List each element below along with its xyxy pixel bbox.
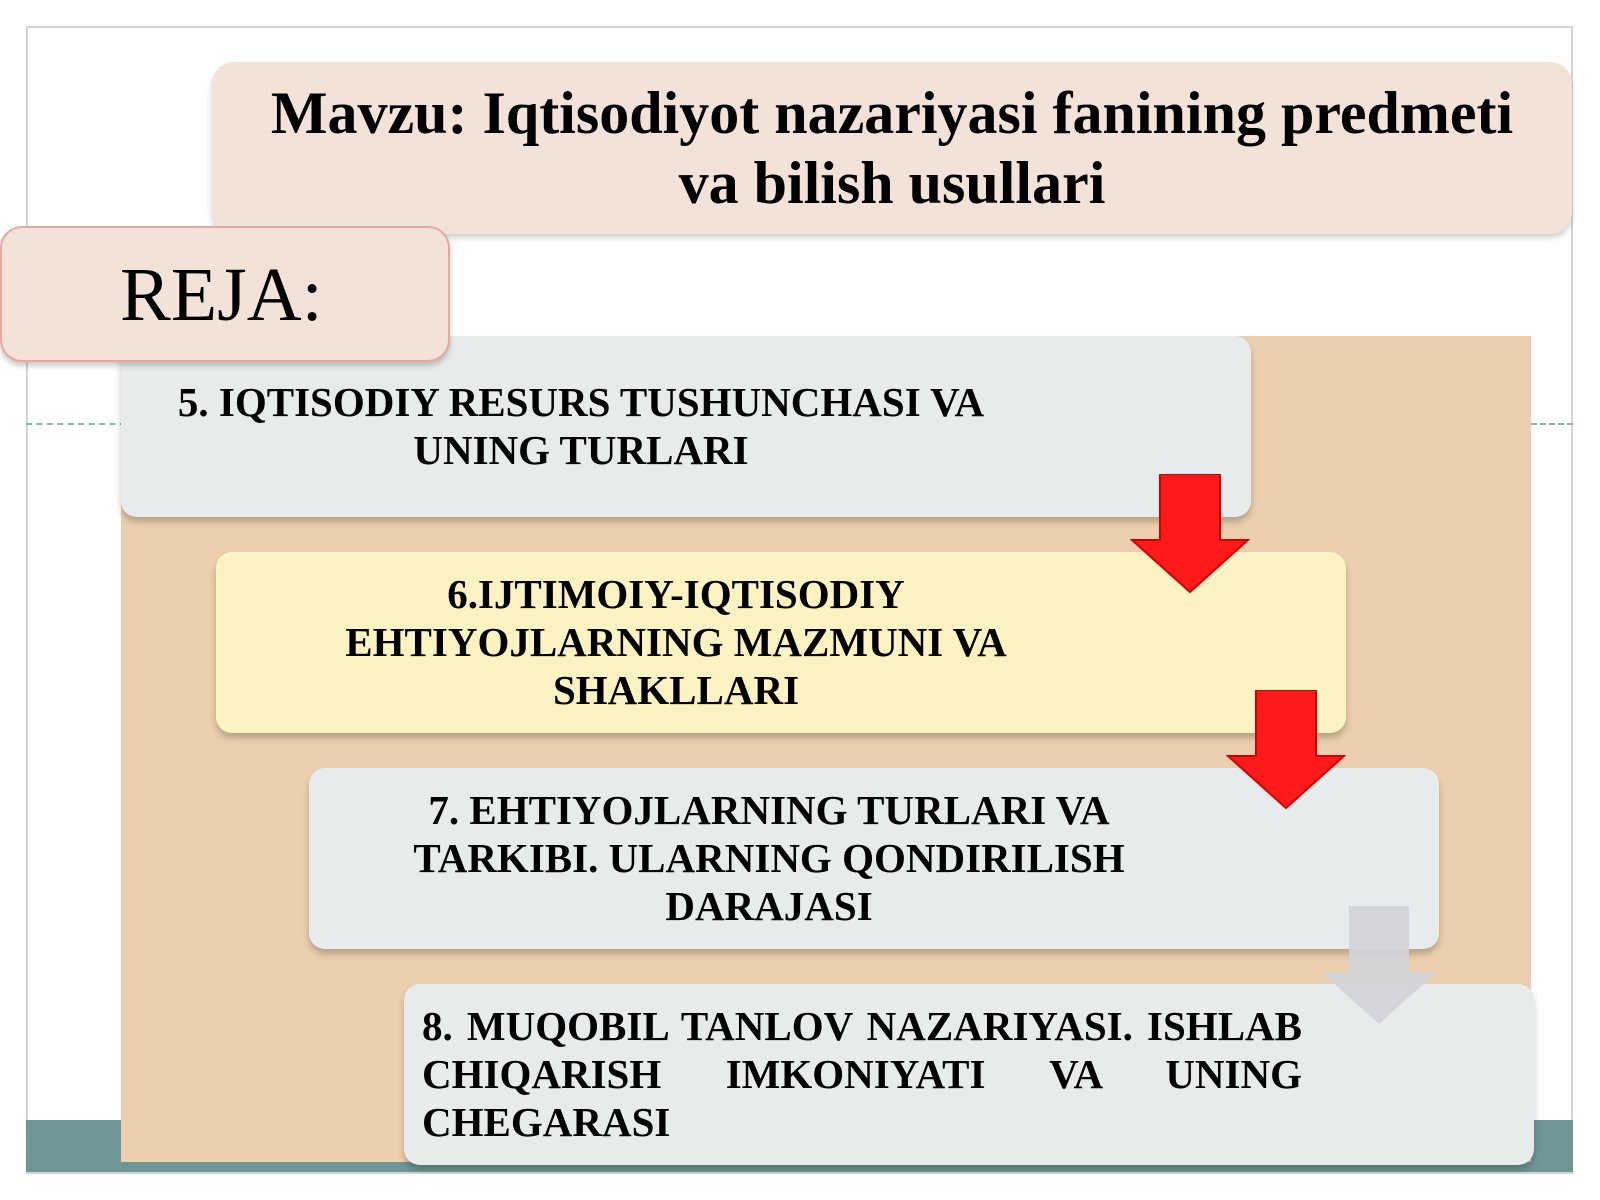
title-box (212, 62, 1572, 234)
arrow-down-icon (1319, 906, 1439, 1026)
plan-item-7-text: 7. EHTIYOJLARNING TURLARI VA TARKIBI. ULARNING QONDIRILISH DARAJASI (413, 787, 1125, 929)
plan-item-5[interactable] (121, 336, 1251, 517)
dashed-rule-left (26, 423, 126, 425)
plan-item-8-text: 8. MUQOBIL TANLOV NAZARIYASI. ISHLAB CHIQARISH IMKONIYATI VA UNING CHEGARASI (422, 1003, 1302, 1145)
slide-title: Mavzu: Iqtisodiyot nazariyasi fanining predmeti va bilish usullari (270, 80, 1514, 216)
arrow-down-icon (1226, 690, 1346, 810)
plan-item-5-text: 5. IQTISODIY RESURS TUSHUNCHASI VA UNING TURLARI (177, 379, 985, 473)
reja-box (0, 226, 450, 362)
reja-label: REJA: (120, 253, 323, 337)
dashed-rule-right (1531, 423, 1573, 425)
plan-item-6-text: 6.IJTIMOIY-IQTISODIY EHTIYOJLARNING MAZMUNI VA SHAKLLARI (345, 571, 1007, 713)
arrow-down-icon (1130, 474, 1250, 594)
